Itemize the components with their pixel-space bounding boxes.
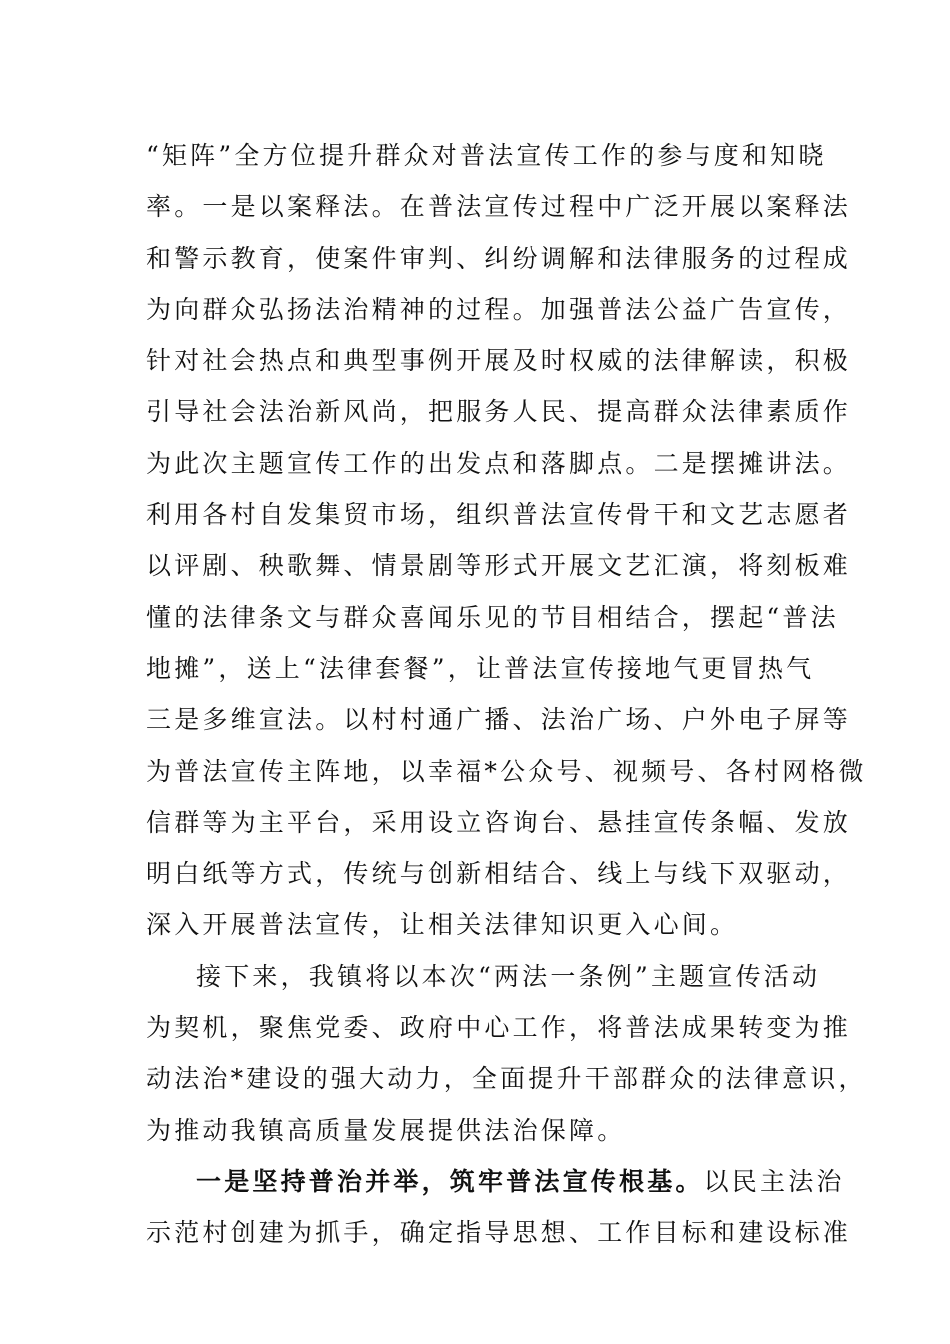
text-line: [146, 1156, 845, 1207]
text-line: 深入开展普法宣传，让相关法律知识更入心间。: [146, 910, 739, 940]
text-line: 接下来，我镇将以本次“两法一条例”主题宣传活动: [196, 961, 821, 991]
text-line: 引导社会法治新风尚，把服务人民、提高群众法律素质作: [146, 397, 852, 427]
text-line: 和警示教育，使案件审判、纠纷调解和法律服务的过程成: [146, 243, 852, 273]
text-line: 为向群众弘扬法治精神的过程。加强普法公益广告宣传，: [146, 294, 852, 324]
text-line: 明白纸等方式，传统与创新相结合、线上与线下双驱动，: [146, 859, 852, 889]
text-line: 信群等为主平台，采用设立咨询台、悬挂宣传条幅、发放: [146, 807, 852, 837]
text-line: 以评剧、秧歌舞、情景剧等形式开展文艺汇演，将刻板难: [146, 551, 852, 581]
text-line: 利用各村自发集贸市场，组织普法宣传骨干和文艺志愿者: [146, 500, 852, 530]
text-span: 以民主法治: [703, 1166, 845, 1196]
text-line: “矩阵”全方位提升群众对普法宣传工作的参与度和知晓: [146, 141, 827, 170]
text-line: 三是多维宣法。以村村通广播、法治广场、户外电子屏等: [146, 705, 852, 735]
text-line: 为普法宣传主阵地，以幸福*公众号、视频号、各村网格微: [146, 756, 867, 786]
text-line: 动法治*建设的强大动力，全面提升干部群众的法律意识，: [146, 1064, 867, 1094]
paragraph-3: [146, 1156, 852, 1259]
document-body: [146, 130, 867, 1259]
paragraph-1: [146, 130, 867, 951]
text-line: 为契机，聚焦党委、政府中心工作，将普法成果转变为推: [146, 1013, 852, 1043]
text-line: 为推动我镇高质量发展提供法治保障。: [146, 1115, 626, 1145]
text-line: 率。一是以案释法。在普法宣传过程中广泛开展以案释法: [146, 192, 852, 222]
section-heading: 一是坚持普治并举，筑牢普法宣传根基。: [196, 1166, 704, 1196]
text-line: 懂的法律条文与群众喜闻乐见的节目相结合，摆起“普法: [146, 602, 839, 632]
text-line: 针对社会热点和典型事例开展及时权威的法律解读，积极: [146, 346, 852, 376]
text-line: 示范村创建为抓手，确定指导思想、工作目标和建设标准: [146, 1218, 852, 1248]
paragraph-2: [146, 951, 867, 1156]
text-line: 地摊”，送上“法律套餐”，让普法宣传接地气更冒热气: [146, 653, 815, 683]
text-line: 为此次主题宣传工作的出发点和落脚点。二是摆摊讲法。: [146, 448, 852, 478]
